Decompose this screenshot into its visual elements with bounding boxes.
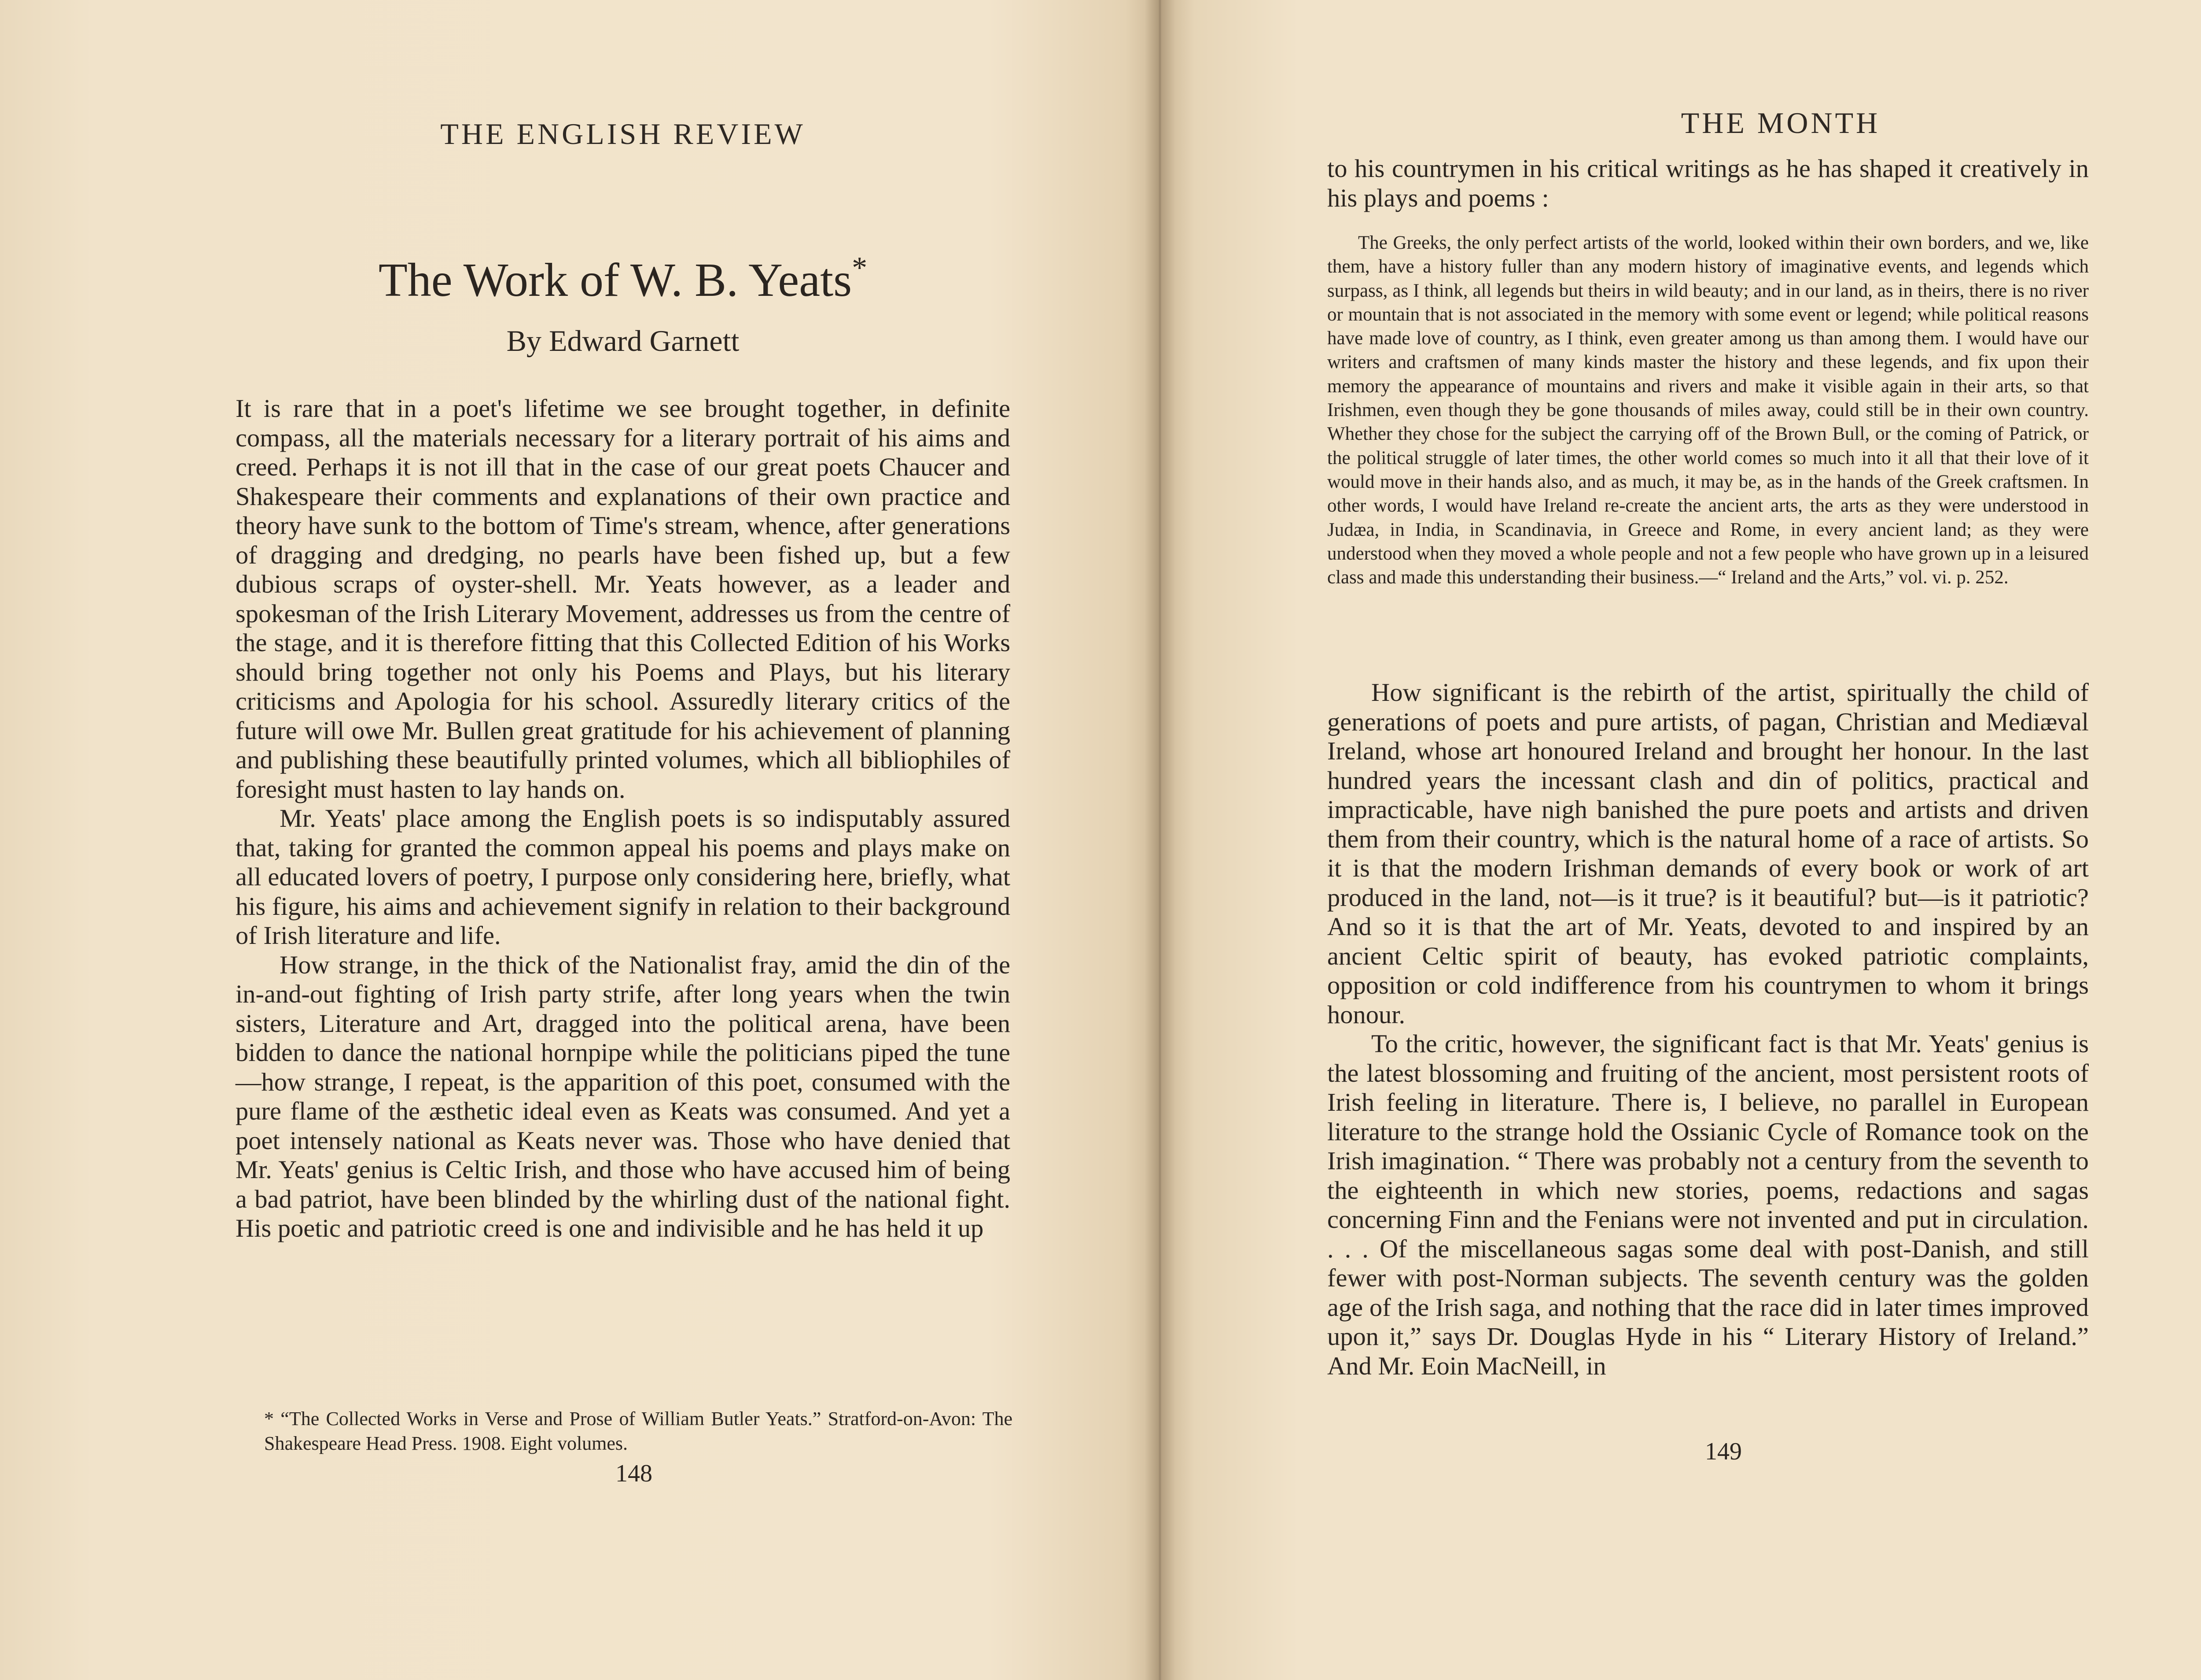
running-head: THE ENGLISH REVIEW: [440, 117, 806, 151]
page-number: 149: [1705, 1438, 1742, 1465]
right-page: [1160, 0, 2201, 1680]
left-body-text: [236, 394, 1010, 1243]
footnote-mark: *: [852, 251, 868, 285]
article-title: [238, 253, 1008, 308]
running-head: THE MONTH: [1681, 106, 1881, 140]
footnote: * “The Collected Works in Verse and Prose of William Butler Yeats.” Stratford-on-Avon: The Shakespeare Head Press. 1908. Eight volumes.: [264, 1408, 1012, 1454]
paragraph: To the critic, however, the significant fact is that Mr. Yeats' genius is the latest blossoming and fruiting of the ancient, most persistent roots of Irish feeling in literature. There is, I believe, no parallel in European literature to the strange hold the Ossianic Cycle of Romance took on the Irish imagination. “ There was probably not a century from the seventh to the eighteenth in which new stories, poems, redactions and sagas concerning Finn and the Fenians were not invented and put in circulation. . . . Of the miscellaneous sagas some deal with post-Danish, and still fewer with post-Norman subjects. The seventh century was the golden age of the Irish saga, and nothing that the race did in later times improved upon it,” says Dr. Douglas Hyde in his “ Literary History of Ireland.” And Mr. Eoin MacNeill, in: [1327, 1029, 2089, 1380]
page-number: 148: [615, 1460, 652, 1487]
quote-text: The Greeks, the only perfect artists of the world, looked within their own borders, and we, like them, have a history fuller than any modern history of imaginative events, and legends which surpass, as I think, all legends but theirs in wild beauty; and in our land, as in theirs, there is no river or mountain that is not associated in the memory with some event or legend; while political reasons have made love of country, as I think, even greater among us than among them. I would have our writers and craftsmen of many kinds master the history and these legends, and fix upon their memory the appearance of mountains and rivers and make it visible again in their arts, so that Irishmen, even though they be gone thousands of miles away, could still be in their own country. Whether they chose for the subject the carrying off of the Brown Bull, or the coming of Patrick, or the political struggle of later times, the other world comes so much into it all that their love of it would move in their hands also, and as much, it may be, as in the hands of the Greek craftsmen. In other words, I would have Ireland re-create the ancient arts, the arts as they were understood in Judæa, in India, in Scandinavia, in Greece and Rome, in every ancient land; as they were understood when they moved a whole people and not a few people who have grown up in a leisured class and made this understanding their business.—“ Ireland and the Arts,” vol. vi. p. 252.: [1327, 232, 2089, 588]
paragraph: to his countrymen in his critical writings as he has shaped it creatively in his plays and poems :: [1327, 154, 2089, 212]
paragraph: Mr. Yeats' place among the English poets is so indisputably assured that, taking for granted the common appeal his poems and plays make on all educated lovers of poetry, I purpose only considering here, briefly, what his figure, his aims and achievement signify in relation to their background of Irish literature and life.: [236, 804, 1010, 950]
right-body-text: [1327, 678, 2089, 1381]
paragraph: How significant is the rebirth of the artist, spiritually the child of generations of poets and pure artists, of pagan, Christian and Mediæval Ireland, whose art honoured Ireland and brought her honour. In the last hundred years the incessant clash and din of politics, practical and impracticable, have nigh banished the pure poets and artists and driven them from their country, which is the natural home of a race of artists. So it is that the modern Irishman demands of every book or work of art produced in the land, not—is it true? is it beautiful? but—is it patriotic? And so it is that the art of Mr. Yeats, devoted to and inspired by an ancient Celtic spirit of beauty, has evoked patriotic complaints, opposition or cold indifference from his countrymen to whom it brings honour.: [1327, 678, 2089, 1029]
title-text: The Work of W. B. Yeats: [378, 254, 852, 306]
byline: By Edward Garnett: [506, 324, 740, 357]
paragraph: It is rare that in a poet's lifetime we see brought together, in definite compass, all the materials necessary for a literary portrait of his aims and creed. Perhaps it is not ill that in the case of our great poets Chaucer and Shakespeare their comments and explanations of their own practice and theory have sunk to the bottom of Time's stream, whence, after generations of dragging and dredging, no pearls have been fished up, but a few dubious scraps of oyster-shell. Mr. Yeats however, as a leader and spokesman of the Irish Literary Movement, addresses us from the centre of the stage, and it is therefore fitting that this Collected Edition of his Works should bring together not only his Poems and Plays, but his literary criticisms and Apologia for his school. Assuredly literary critics of the future will owe Mr. Bullen great gratitude for his achievement of planning and publishing these beautifully printed volumes, which all bibliophiles of foresight must hasten to lay hands on.: [236, 394, 1010, 803]
block-quote: [1327, 231, 2089, 589]
book-gutter: [1145, 0, 1175, 1680]
paragraph: How strange, in the thick of the Nationalist fray, amid the din of the in-and-out fighting of Irish party strife, after long years when the twin sisters, Literature and Art, dragged into the political arena, have been bidden to dance the national hornpipe while the politicians piped the tune—how strange, I repeat, is the apparition of this poet, consumed with the pure flame of the æsthetic ideal even as Keats was consumed. And yet a poet intensely national as Keats never was. Those who have denied that Mr. Yeats' genius is Celtic Irish, and those who have accused him of being a bad patriot, have been blinded by the whirling dust of the national fight. His poetic and patriotic creed is one and indivisible and he has held it up: [236, 950, 1010, 1242]
right-intro-text: [1327, 154, 2089, 213]
